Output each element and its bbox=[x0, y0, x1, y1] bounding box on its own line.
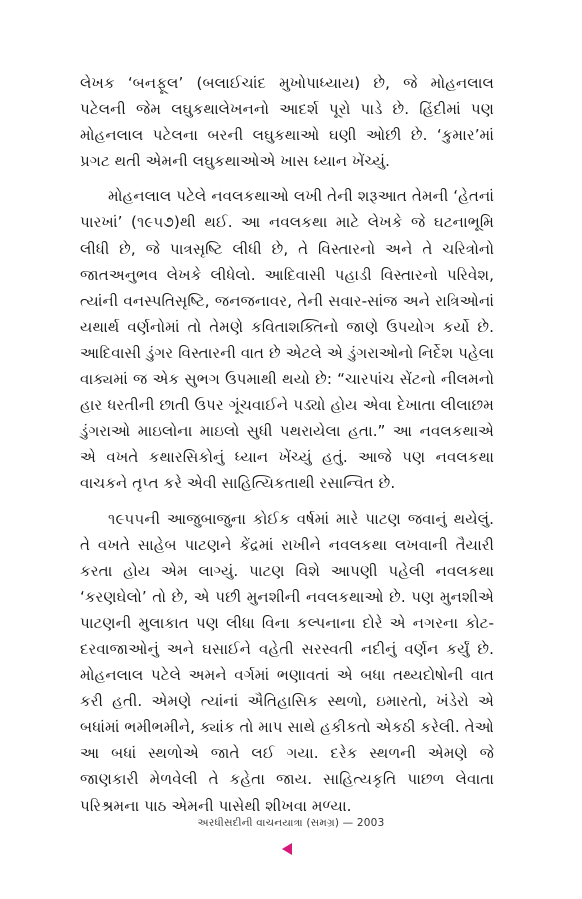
paragraph-patan-visit: ૧૯૫૫ની આજુબાજુના કોઈક વર્ષમાં મારે પાટણ જવાનું થયેલું. તે વખતે સાહેબ પાટણને કેંદ્રમાં રાખીને નવલકથા લખવાની તૈયારી કરતા હોય એમ લાગ્યું. પાટણ વિશે આપણી પહેલી નવલકથા ‘કરણઘેલો’ તો છે, એ પછી મુનશીની નવલકથાઓ છે. પણ મુનશીએ પાટણની મુલાકાત પણ લીધા વિના કલ્પનાના દોરે એ નગરના કોટ-દરવાજાઓનું અને ઘસાઈને વહેતી સરસ્વતી નદીનું વર્ણન કર્યું છે. મોહનલાલ પટેલે અમને વર્ગમાં ભણાવતાં એ બધા તથ્યદોષોની વાત કરી હતી. એમણે ત્યાંનાં ઐતિહાસિક સ્થળો, ઇમારતો, ખંડેરો એ બધાંમાં ભમીભમીને, ક્યાંક તો માપ સાથે હકીકતો એકઠી કરેલી. તેઓ આ બધાં સ્થળોએ જાતે લઈ ગયા. દરેક સ્થળની એમણે જે જાણકારી મેળવેલી તે કહેતા જાય. સાહિત્યકૃતિ પાછળ લેવાતા પરિશ્રમના પાઠ એમની પાસેથી શીખવા મળ્યા. bbox=[80, 509, 494, 815]
page-body bbox=[80, 70, 494, 828]
paragraph-novel-hetna-parkha: મોહનલાલ પટેલે નવલકથાઓ લખી તેની શરૂઆત તેમની ‘હેતનાં પારખાં’ (૧૯૫૭)થી થઈ. આ નવલકથા માટે લેખકે જે ઘટનાભૂમિ લીધી છે, જે પાત્રસૃષ્ટિ લીધી છે, તે વિસ્તારનો અને તે ચરિત્રોનો જાતઅનુભવ લેખકે લીધેલો. આદિવાસી પહાડી વિસ્તારનો પરિવેશ, ત્યાંની વનસ્પતિસૃષ્ટિ, જનજનાવર, તેની સવાર-સાંજ અને રાત્રિઓનાં યથાર્થ વર્ણનોમાં તો તેમણે કવિતાશક્તિનો જાણે ઉપયોગ કર્યો છે. આદિવાસી ડુંગર વિસ્તારની વાત છે એટલે એ ડુંગરાઓનો નિર્દેશ પહેલા વાક્યમાં જ એક સુભગ ઉપમાથી થયો છે: “ચારપાંચ સેંટનો નીલમનો હાર ધરતીની છાતી ઉપર ગૂંચવાઈને પડ્યો હોય એવા દેખાતા લીલાછમ ડુંગરાઓ માઇલોના માઇલો સુધી પથરાયેલા હતા.” આ નવલકથાએ એ વખતે કથારસિકોનું ધ્યાન ખેંચ્યું હતું. આજે પણ નવલકથા વાચકને તૃપ્ત કરે એવી સાહિત્યિકતાથી રસાન્વિત છે. bbox=[80, 187, 494, 493]
paragraph-continued: લેખક ‘બનફૂલ’ (બલાઈચાંદ મુખોપાધ્યાય) છે, જે મોહનલાલ પટેલની જેમ લઘુકથાલેખનનો આદર્શ પૂરો પાડે છે. હિંદીમાં પણ મોહનલાલ પટેલના બરની લઘુકથાઓ ઘણી ઓછી છે. ‘કુમાર’માં પ્રગટ થતી એમની લઘુકથાઓએ ખાસ ધ્યાન ખેંચ્યું. bbox=[80, 74, 494, 171]
previous-page-arrow-icon[interactable] bbox=[282, 843, 292, 855]
page-footer: અરધીસદીની વાચનયાત્રા (સમગ્ર) — 2003 bbox=[197, 817, 385, 829]
